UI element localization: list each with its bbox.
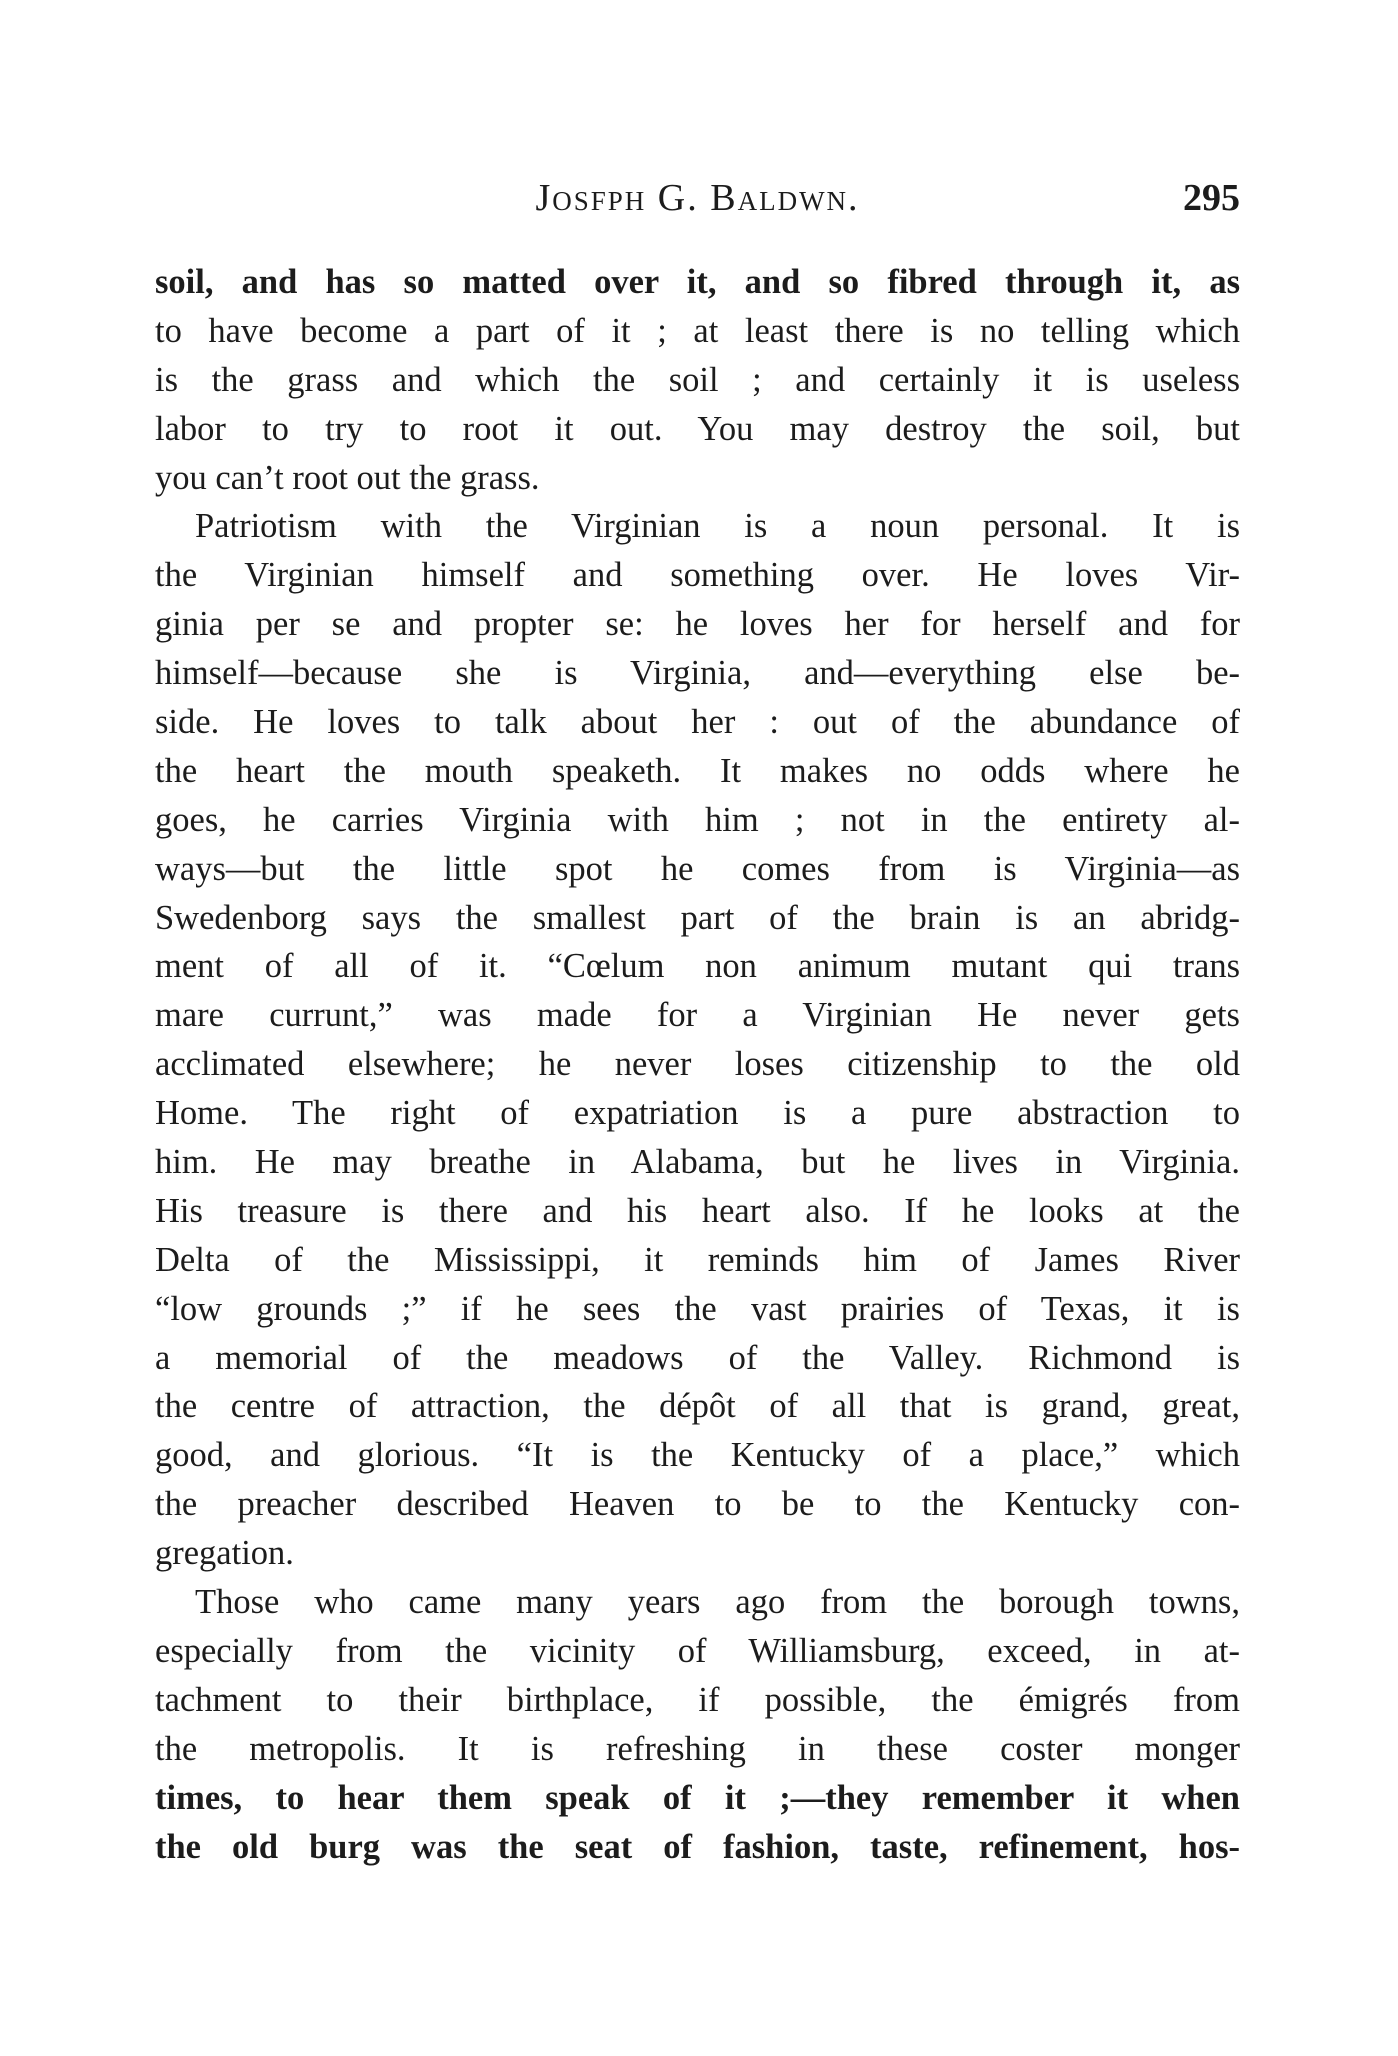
text-line: him. He may breathe in Alabama, but he lives in Virginia. [155,1143,1240,1182]
text-line: to have become a part of it ; at least there is no telling which [155,311,1240,350]
running-title: Josfph G. Baldwn. [535,177,860,219]
text-line: the heart the mouth speaketh. It makes no odds where he [155,751,1240,790]
text-line: the metropolis. It is refreshing in these coster monger [155,1729,1240,1768]
text-line: labor to try to root it out. You may destroy the soil, but [155,409,1240,448]
text-line: the centre of attraction, the dépôt of all that is grand, great, [155,1387,1240,1426]
text-line: ment of all of it. “Cœlum non animum mutant qui trans [155,947,1240,986]
text-line: tachment to their birthplace, if possible, the émigrés from [155,1680,1240,1719]
text-line: times, to hear them speak of it ;—they remember it when [155,1778,1240,1817]
text-line: a memorial of the meadows of the Valley. Richmond is [155,1338,1240,1377]
text-line: goes, he carries Virginia with him ; not in the entirety al- [155,800,1240,839]
text-line: His treasure is there and his heart also. If he looks at the [155,1191,1240,1230]
text-line: ginia per se and propter se: he loves her for herself and for [155,605,1240,644]
text-line: side. He loves to talk about her : out of the abundance of [155,703,1240,742]
text-line: the old burg was the seat of fashion, taste, refinement, hos- [155,1827,1240,1866]
page-number: 295 [1183,177,1240,219]
text-line: Patriotism with the Virginian is a noun personal. It is [195,507,1240,546]
text-line: soil, and has so matted over it, and so fibred through it, as [155,263,1240,301]
text-line: you can’t root out the grass. [155,458,540,497]
running-head [155,168,1240,228]
text-line: good, and glorious. “It is the Kentucky of a place,” which [155,1436,1240,1475]
text-line: especially from the vicinity of Williamsburg, exceed, in at- [155,1631,1240,1670]
text-line: is the grass and which the soil ; and certainly it is useless [155,360,1240,399]
body-text [155,258,1240,1871]
text-line: “low grounds ;” if he sees the vast prairies of Texas, it is [155,1289,1240,1328]
text-line: acclimated elsewhere; he never loses citizenship to the old [155,1045,1240,1084]
text-line: gregation. [155,1534,294,1573]
text-line: ways—but the little spot he comes from is Virginia—as [155,849,1240,888]
text-line: Home. The right of expatriation is a pure abstraction to [155,1094,1240,1133]
text-line: Those who came many years ago from the borough towns, [195,1583,1240,1622]
text-line: Delta of the Mississippi, it reminds him of James River [155,1240,1240,1279]
text-line: himself—because she is Virginia, and—everything else be- [155,654,1240,693]
text-line: Swedenborg says the smallest part of the brain is an abridg- [155,898,1240,937]
text-line: the Virginian himself and something over. He loves Vir- [155,556,1240,595]
text-line: the preacher described Heaven to be to the Kentucky con- [155,1485,1240,1524]
text-line: mare currunt,” was made for a Virginian He never gets [155,996,1240,1035]
